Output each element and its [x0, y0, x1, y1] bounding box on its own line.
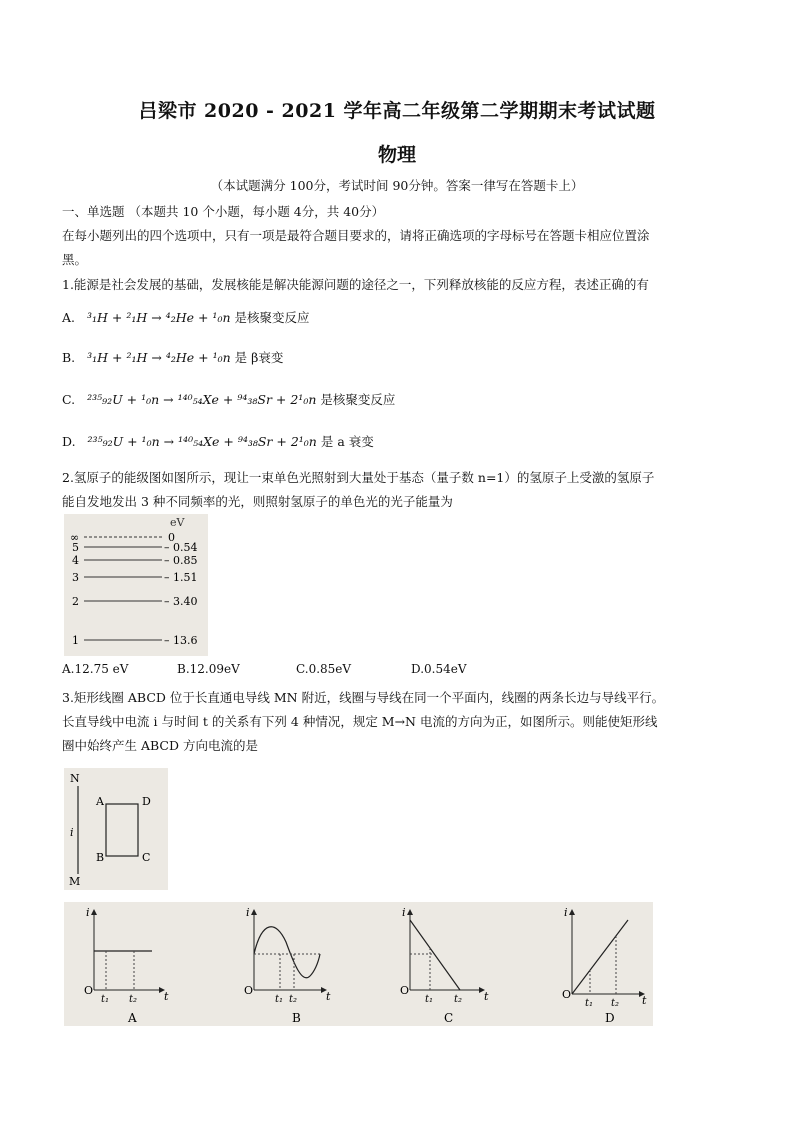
rectangular-coil	[106, 804, 138, 856]
graph-a	[84, 906, 169, 1025]
q1-option-d-label: D.	[62, 434, 76, 449]
graph-a-label: A	[128, 1011, 137, 1025]
q1-option-d	[62, 432, 374, 450]
graph-b-y-label: i	[246, 906, 250, 919]
q2-option-d: D.0.54eV	[411, 662, 467, 676]
graph-c-t2: t₂	[454, 994, 463, 1005]
graph-c-label: C	[444, 1011, 454, 1025]
q1-stem: 1.能源是社会发展的基础，发展核能是解决能源问题的途径之一，下列释放核能的反应方程，表述正确的有	[62, 277, 649, 292]
graph-d-t2: t₂	[611, 998, 620, 1009]
graph-b-origin: O	[244, 984, 254, 997]
q1-option-b-desc: 是 β衰变	[234, 350, 284, 365]
graph-b	[244, 906, 331, 1025]
exam-note: （本试题满分 100分，考试时间 90分钟。答案一律写在答题卡上）	[210, 178, 584, 193]
q1-option-a-label: A.	[62, 310, 76, 325]
level-e-3: – 1.51	[164, 571, 198, 584]
current-time-graphs	[64, 902, 653, 1026]
q3-stem-cont-2: 圈中始终产生 ABCD 方向电流的是	[62, 738, 258, 753]
graph-c-t1: t₁	[425, 994, 434, 1005]
q1-option-c	[62, 390, 395, 408]
coil-corner-b: B	[96, 851, 105, 864]
section-instruction: 在每小题列出的四个选项中，只有一项是最符合题目要求的，请将正确选项的字母标号在答题卡相应位置涂	[62, 228, 650, 243]
level-e-inf: 0	[168, 531, 175, 544]
graph-b-t1: t₁	[275, 994, 284, 1005]
q1-option-d-desc: 是 a 衰变	[320, 434, 374, 449]
level-n-4: 4	[72, 554, 79, 567]
level-n-5: 5	[72, 541, 79, 554]
graph-c-decreasing-line	[410, 920, 460, 990]
q1-option-b-label: B.	[62, 350, 76, 365]
graph-b-t2: t₂	[289, 994, 298, 1005]
exam-title: 吕梁市 2020 - 2021 学年高二年级第二学期期末考试试题	[138, 100, 656, 122]
energy-unit-label: eV	[170, 516, 185, 529]
q2-option-c: C.0.85eV	[296, 662, 352, 676]
q1-option-c-desc: 是核聚变反应	[320, 392, 396, 407]
level-n-3: 3	[72, 571, 79, 584]
level-e-1: – 13.6	[164, 634, 198, 647]
graph-a-y-label: i	[86, 906, 90, 919]
level-e-5: – 0.54	[164, 541, 198, 554]
section-instruction-cont: 黑。	[62, 252, 88, 267]
graph-a-x-label: t	[164, 990, 169, 1003]
q2-stem-cont: 能自发地发出 3 种不同频率的光，则照射氢原子的单色光的光子能量为	[62, 494, 453, 509]
q1-option-c-equation: ²³⁵₉₂U + ¹₀n → ¹⁴⁰₅₄Xe + ⁹⁴₃₈Sr + 2¹₀n	[87, 392, 317, 407]
graph-a-origin: O	[84, 984, 94, 997]
section-heading: 一、单选题 （本题共 10 个小题，每小题 4分，共 40分）	[62, 204, 385, 219]
q2-option-b: B.12.09eV	[177, 662, 240, 676]
coil-corner-c: C	[142, 851, 151, 864]
level-n-2: 2	[72, 595, 79, 608]
q1-option-a	[62, 308, 310, 326]
graph-a-t2: t₂	[129, 994, 138, 1005]
graph-c-x-label: t	[484, 990, 489, 1003]
coil-corner-d: D	[142, 795, 151, 808]
graph-d	[562, 906, 647, 1025]
q1-option-d-equation: ²³⁵₉₂U + ¹₀n → ¹⁴⁰₅₄Xe + ⁹⁴₃₈Sr + 2¹₀n	[87, 434, 317, 449]
q1-option-b-equation: ³₁H + ²₁H → ⁴₂He + ¹₀n	[87, 350, 231, 365]
graph-b-x-label: t	[326, 990, 331, 1003]
graph-d-origin: O	[562, 988, 572, 1001]
wire-current-label: i	[70, 826, 74, 839]
wire-label-n: N	[70, 772, 80, 785]
energy-level-diagram	[64, 514, 208, 656]
graph-c-origin: O	[400, 984, 410, 997]
q2-option-a: A.12.75 eV	[62, 662, 129, 676]
graph-d-increasing-line	[572, 920, 628, 994]
graph-b-sine-curve	[254, 927, 320, 978]
graph-c	[400, 906, 489, 1025]
exam-subject: 物理	[377, 144, 416, 166]
level-e-4: – 0.85	[164, 554, 198, 567]
level-n-1: 1	[72, 634, 79, 647]
q3-stem-cont: 长直导线中电流 i 与时间 t 的关系有下列 4 种情况，规定 M→N 电流的方向为正，如图所示。则能使矩形线	[62, 714, 658, 729]
coil-corner-a: A	[96, 795, 104, 808]
graph-d-y-label: i	[564, 906, 568, 919]
q1-option-c-label: C.	[62, 392, 76, 407]
coil-wire-diagram	[64, 768, 168, 890]
graph-d-label: D	[605, 1011, 615, 1025]
graph-d-t1: t₁	[585, 998, 594, 1009]
graph-d-x-label: t	[642, 994, 647, 1007]
q1-option-b	[62, 348, 283, 366]
q3-stem: 3.矩形线圈 ABCD 位于长直通电导线 MN 附近，线圈与导线在同一个平面内，线圈的两条长边与导线平行。	[62, 690, 665, 705]
wire-label-m: M	[69, 875, 81, 888]
level-e-2: – 3.40	[164, 595, 198, 608]
q2-stem: 2.氢原子的能级图如图所示，现让一束单色光照射到大量处于基态（量子数 n=1）的氢原子上受激的氢原子	[62, 470, 655, 485]
graph-a-t1: t₁	[101, 994, 110, 1005]
q1-option-a-desc: 是核聚变反应	[234, 310, 310, 325]
q1-option-a-equation: ³₁H + ²₁H → ⁴₂He + ¹₀n	[87, 310, 231, 325]
graph-c-y-label: i	[402, 906, 406, 919]
level-n-inf: ∞	[70, 531, 80, 544]
graph-b-label: B	[292, 1011, 301, 1025]
